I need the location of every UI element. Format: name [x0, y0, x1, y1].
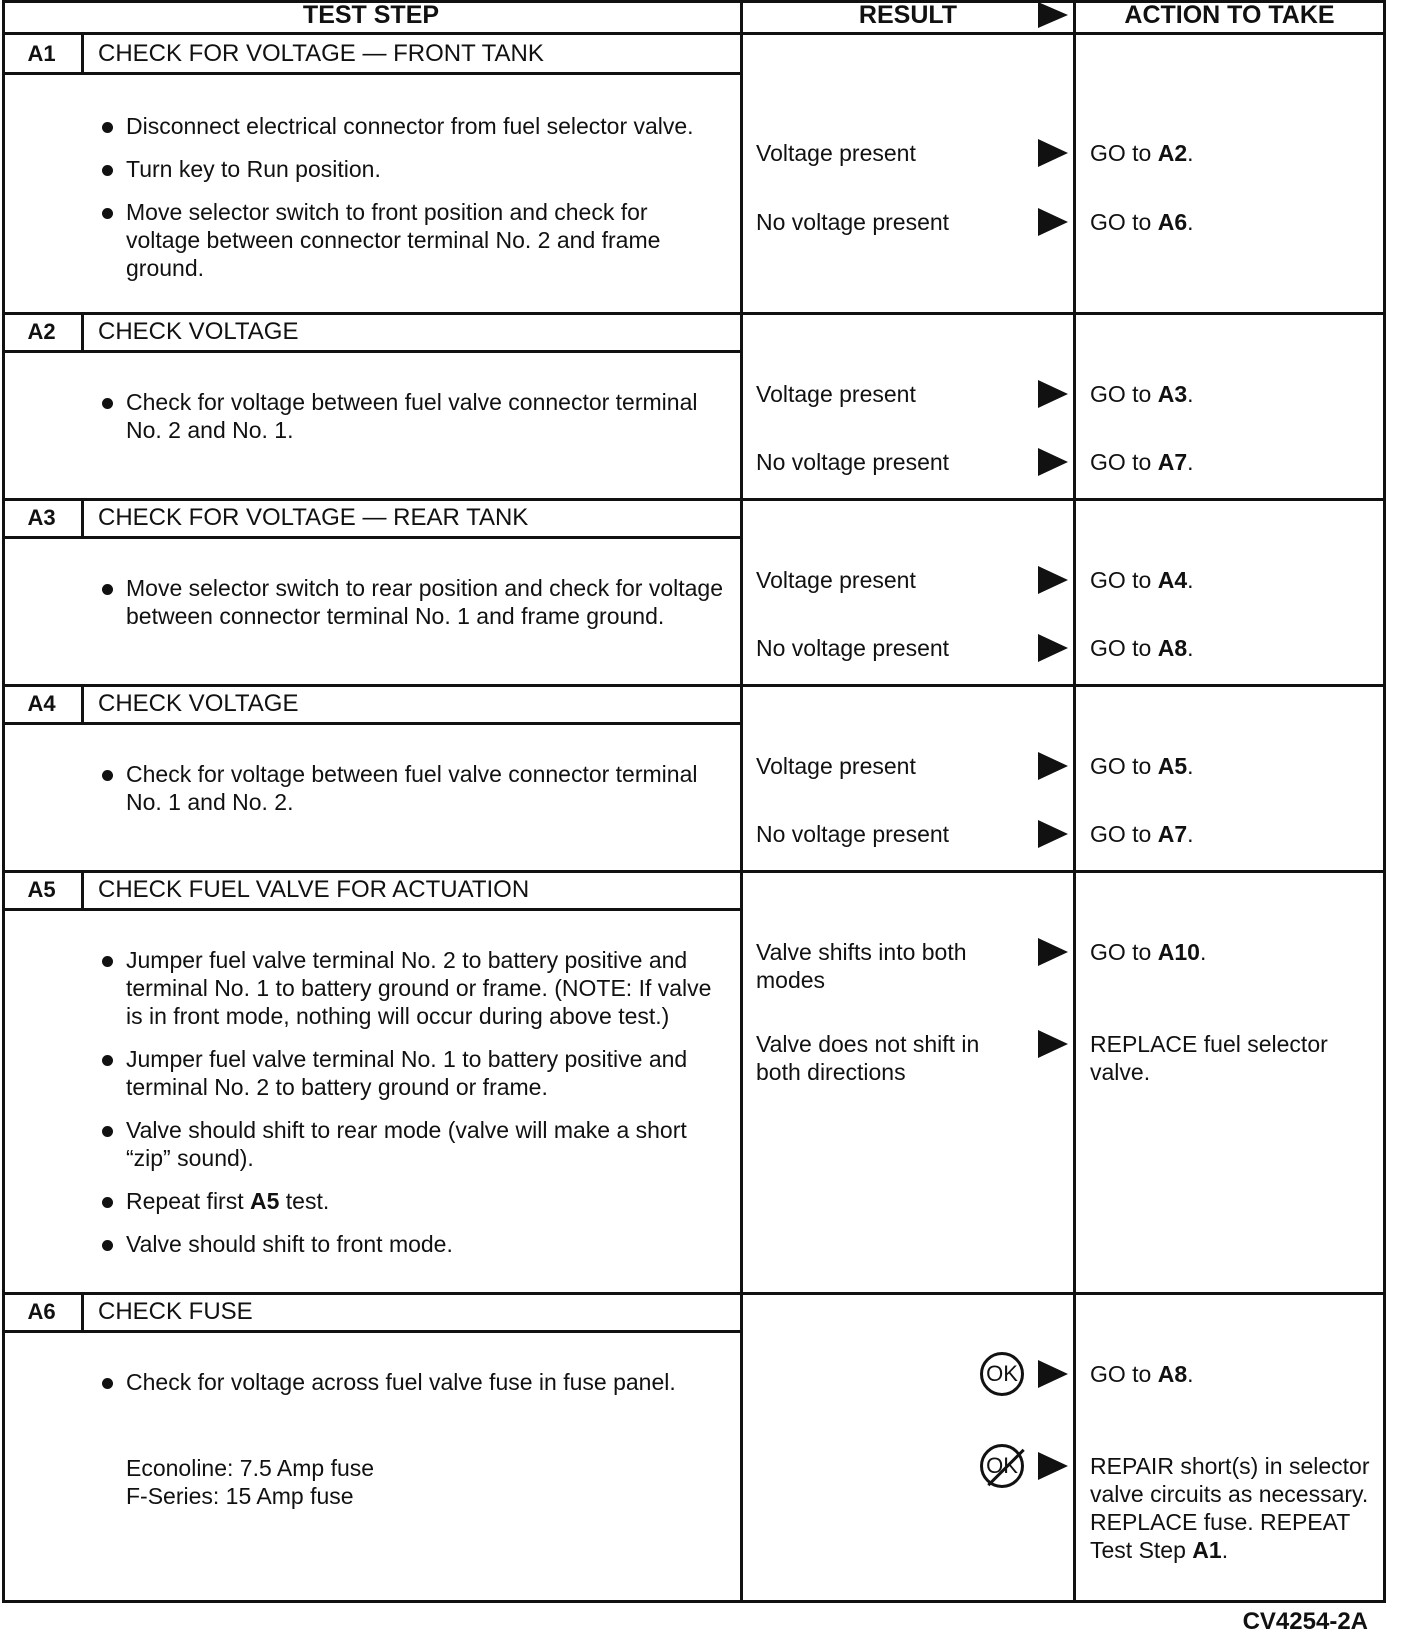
result-text: Voltage present [756, 381, 916, 407]
step-title: CHECK FOR VOLTAGE — REAR TANK [98, 504, 529, 531]
arrow-right-icon [1038, 820, 1068, 848]
table-right-border [1383, 0, 1386, 1603]
instruction-item: Check for voltage between fuel valve connector terminal No. 2 and No. 1. [98, 388, 728, 444]
step-id: A3 [27, 505, 56, 530]
step-id-divider [81, 34, 84, 75]
action-text: GO to A2. [1090, 140, 1194, 166]
arrow-right-icon [1038, 139, 1068, 167]
not-ok-icon [980, 1444, 1024, 1488]
action-text: GO to A4. [1090, 567, 1194, 593]
action-text: GO to A6. [1090, 209, 1194, 235]
step-instructions [98, 1368, 728, 1411]
header-action: ACTION TO TAKE [1124, 1, 1335, 29]
action-text: GO to A7. [1090, 821, 1194, 847]
instruction-item: Move selector switch to front position and check for voltage between connector terminal No. 2 and frame ground. [98, 198, 728, 282]
step-title-underline [2, 1330, 740, 1333]
result-text: Voltage present [756, 753, 916, 779]
instruction-item: Jumper fuel valve terminal No. 2 to battery positive and terminal No. 1 to battery ground or frame. (NOTE: If valve is in front mode, nothing will occur during above test.) [98, 946, 728, 1030]
action-text: REPLACE fuel selector valve. [1090, 1031, 1328, 1085]
action-column-divider [1073, 0, 1076, 1603]
result-text: No voltage present [756, 635, 950, 661]
step-id-divider [81, 312, 84, 353]
step-title-underline [2, 536, 740, 539]
instruction-item: Repeat first A5 test. [98, 1187, 728, 1215]
result-text: Voltage present [756, 567, 916, 593]
header-result: RESULT [858, 1, 958, 29]
step-id: A4 [27, 691, 56, 716]
instruction-item: Move selector switch to rear position and check for voltage between connector terminal No. 1 and frame ground. [98, 574, 728, 630]
step-id: A5 [27, 877, 56, 902]
action-text: GO to A7. [1090, 449, 1194, 475]
step-id: A6 [27, 1299, 56, 1324]
result-text: No voltage present [756, 209, 950, 235]
result-text: Valve does not shift in both directions [756, 1031, 980, 1085]
step-title: CHECK FUEL VALVE FOR ACTUATION [98, 876, 530, 903]
action-text: REPAIR short(s) in selector valve circuits as necessary. REPLACE fuse. REPEAT Test Step A1. [1090, 1453, 1370, 1563]
step-instructions [98, 946, 728, 1273]
result-text: No voltage present [756, 449, 950, 475]
ok-label: OK [986, 1453, 1018, 1478]
diagnostic-table [2, 0, 1386, 1635]
arrow-right-icon [1038, 634, 1068, 662]
result-text: No voltage present [756, 821, 950, 847]
step-title-underline [2, 908, 740, 911]
instruction-item: Check for voltage between fuel valve connector terminal No. 1 and No. 2. [98, 760, 728, 816]
step-instructions [98, 574, 728, 645]
instruction-item: Valve should shift to front mode. [98, 1230, 728, 1258]
ok-label: OK [986, 1361, 1018, 1386]
table-bottom-border [2, 1600, 1386, 1603]
action-text: GO to A10. [1090, 939, 1207, 965]
arrow-right-icon [1038, 448, 1068, 476]
step-title: CHECK VOLTAGE [98, 690, 299, 717]
ok-icon [980, 1352, 1024, 1396]
step-title-underline [2, 722, 740, 725]
arrow-right-icon [1038, 938, 1068, 966]
arrow-right-icon [1038, 380, 1068, 408]
action-text: GO to A8. [1090, 1361, 1194, 1387]
instruction-item: Turn key to Run position. [98, 155, 728, 183]
instruction-item: Valve should shift to rear mode (valve will make a short “zip” sound). [98, 1116, 728, 1172]
step-instructions [98, 112, 728, 297]
fuse-ratings-note: Econoline: 7.5 Amp fuse F-Series: 15 Amp fuse [126, 1455, 375, 1509]
instruction-item: Jumper fuel valve terminal No. 1 to battery positive and terminal No. 2 to battery ground or frame. [98, 1045, 728, 1101]
step-id-divider [81, 498, 84, 539]
action-text: GO to A5. [1090, 753, 1194, 779]
instruction-item: Check for voltage across fuel valve fuse in fuse panel. [98, 1368, 728, 1396]
arrow-right-icon [1038, 1452, 1068, 1480]
step-title-underline [2, 72, 740, 75]
step-title: CHECK VOLTAGE [98, 318, 299, 345]
result-text: Voltage present [756, 140, 916, 166]
result-column-divider [740, 0, 743, 1603]
step-id-divider [81, 1292, 84, 1333]
header-arrow-icon [1038, 2, 1068, 28]
arrow-right-icon [1038, 752, 1068, 780]
step-id-divider [81, 870, 84, 911]
action-text: GO to A3. [1090, 381, 1194, 407]
step-instructions [98, 388, 728, 459]
arrow-right-icon [1038, 208, 1068, 236]
header-test-step: TEST STEP [302, 1, 440, 29]
action-text: GO to A8. [1090, 635, 1194, 661]
step-title: CHECK FOR VOLTAGE — FRONT TANK [98, 40, 544, 67]
instruction-item: Disconnect electrical connector from fuel selector valve. [98, 112, 728, 140]
figure-code: CV4254-2A [1242, 1608, 1368, 1635]
step-id-divider [81, 684, 84, 725]
step-id: A2 [27, 319, 56, 344]
arrow-right-icon [1038, 566, 1068, 594]
step-id: A1 [27, 41, 56, 66]
step-title-underline [2, 350, 740, 353]
step-title: CHECK FUSE [98, 1298, 253, 1325]
arrow-right-icon [1038, 1360, 1068, 1388]
step-instructions [98, 760, 728, 831]
arrow-right-icon [1038, 1030, 1068, 1058]
table-left-border [2, 0, 5, 1603]
result-text: Valve shifts into both modes [756, 939, 967, 993]
